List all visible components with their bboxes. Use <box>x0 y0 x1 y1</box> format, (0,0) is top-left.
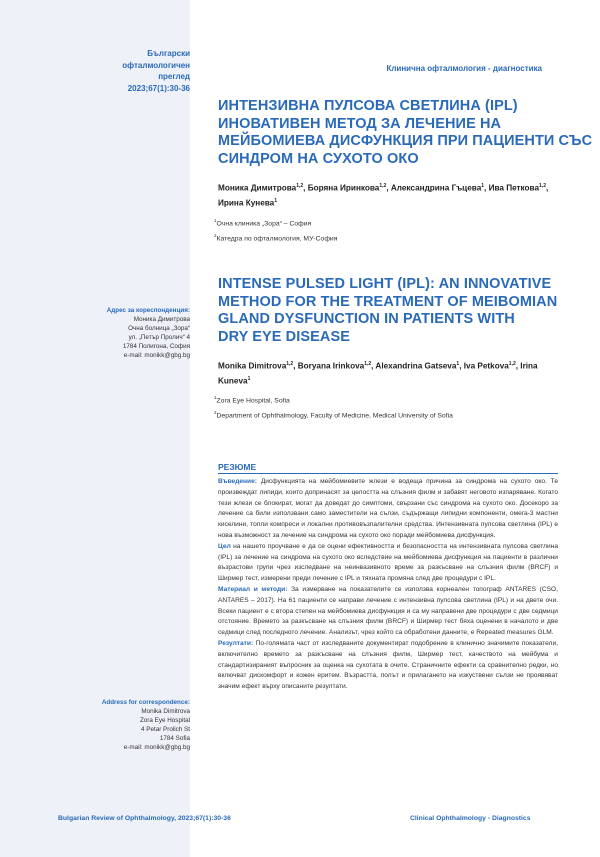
title-line: DRY EYE DISEASE <box>218 328 351 345</box>
abstract-heading: РЕЗЮМЕ <box>218 462 257 472</box>
journal-line: офталмологичен <box>122 60 190 70</box>
authors-english <box>218 358 558 388</box>
paragraph-text: По-голямата част от изследваните документират подобрение в клинично значимите показатели, включително времето за разкъсване на слъзния филм, Ширмер тест, качеството на мейбума и стандартизираният въпросник за оценка на сухотата в очите. Страничните ефекти са сравнително редки, но включват дискомфорт и кожен еритем. Възрастта, полът и прилагането на изкуствени сълзи не проявяват значим ефект върху описаните резултати. <box>218 639 558 691</box>
affiliation-sup: 2 <box>214 410 217 416</box>
author: , Irina Kuneva <box>218 361 538 386</box>
title-bulgarian <box>218 98 593 168</box>
author: Моника Димитрова <box>218 183 297 193</box>
correspondence-bulgarian <box>48 306 190 360</box>
paragraph-text: на нашето проучване е да се оцени ефективността и безопасността на интензивната пулсова светлина (IPL) за лечение на синдрома на сухото око вследствие на мейбомиева дисфункция на пациенти в различни възрастови групи чрез изследване на неинвазивното време за разкъсване на слъзния филм (BRCF) и Ширмер тест, измерени преди лечение с IPL и тяхната промяна след две процедури с IPL. <box>218 542 558 583</box>
journal-line: 2023;67(1):30-36 <box>127 83 190 93</box>
affiliation-text: Очна клиника „Зора“ – София <box>216 220 312 228</box>
correspondence-line: Monika Dimitrova <box>141 708 190 715</box>
correspondence-line: 1784 Sofia <box>159 735 190 742</box>
correspondence-line: Моника Димитрова <box>133 316 190 323</box>
journal-line: Български <box>147 49 190 58</box>
title-line: METHOD FOR THE TREATMENT OF MEIBOMIAN <box>218 293 558 310</box>
title-line: МЕЙБОМИЕВА ДИСФУНКЦИЯ ПРИ ПАЦИЕНТИ СЪС <box>218 133 593 149</box>
footer-citation: Bulgarian Review of Ophthalmology, 2023;67(1):30-36 <box>58 815 231 822</box>
author-affil-sup: 1 <box>274 198 278 205</box>
title-line: ИНОВАТИВЕН МЕТОД ЗА ЛЕЧЕНИЕ НА <box>218 115 502 132</box>
affiliation-text: Department of Ophthalmology, Faculty of Medicine, Medical University of Sofia <box>216 412 453 420</box>
paragraph-lead: Въведение: <box>218 478 257 485</box>
author-affil-sup: 1 <box>247 376 251 383</box>
author: , Iva Petkova <box>459 361 509 371</box>
correspondence-line: ул. „Петър Пролич“ 4 <box>128 334 190 341</box>
footer-section: Clinical Ophthalmology - Diagnostics <box>410 815 531 822</box>
author-affil-sup: 1,2 <box>286 361 294 367</box>
correspondence-heading: Address for correspondence: <box>101 699 190 706</box>
abstract-paragraph <box>218 477 558 542</box>
paragraph-text: Дисфункцията на мейбомиевите жлези е водеща причина за синдрома на сухото око. Те произвеждат липиди, които допринасят за целостта на слъзния филм и забавят неговото изпаряване. Когато тези жлези се блокират, могат да доведат до симптоми, свързани със синдрома на сухото око. Досекоро за лечение са били използвани само заместители на сълзи, съдържащи липидни компоненти, омега-3 мастни киселини, топли компреси и локални противовъзпалителни средства. Интензивната пулсова светлина (IPL) е нова възможност за лечение на синдрома на сухото око поради мейбомиева дисфункция. <box>218 478 558 539</box>
title-line: GLAND DYSFUNCTION IN PATIENTS WITH <box>218 311 515 327</box>
correspondence-line: 4 Petar Prolich St <box>141 726 190 733</box>
heading-divider <box>218 473 558 474</box>
section-label: Клинична офталмология - диагностика <box>386 64 542 73</box>
author-affil-sup: 1,2 <box>364 361 372 367</box>
correspondence-line: 1784 Полигона, София <box>122 343 190 350</box>
affiliations-bulgarian <box>214 215 554 246</box>
paragraph-text: За измерване на показателите се използва корнеален топограф ANTARES (CSO, ANTARES – 2017). На 61 пациенти се направи лечение с интензивна пулсова светлина (IPL) и на двете очи. Всеки пациент е с втора степен на мейбомиева дисфункция и са му направени две процедури с две седмици отстояние. Времето за разкъсване на слъзния филм (BRCF) и Ширмер тест бяха оценени в началото и две седмици след последното лечение. Анализът, чрез който са обработени данните, е Repeated measures GLM. <box>218 585 558 637</box>
correspondence-line: Zora Eye Hospital <box>139 717 190 724</box>
correspondence-english <box>48 698 190 752</box>
author: , Boryana Irinkova <box>293 361 365 371</box>
correspondence-heading: Адрес за кореспонденция: <box>106 307 190 314</box>
paragraph-lead: Цел <box>218 542 231 550</box>
author-affil-sup: 1,2 <box>379 183 387 189</box>
journal-citation-block <box>60 48 190 94</box>
affiliation <box>214 407 554 422</box>
title-line: СИНДРОМ НА СУХОТО ОКО <box>218 150 419 167</box>
author: , Ирина Кунева <box>218 183 549 208</box>
author: , Александрина Гъцева <box>386 183 482 193</box>
author-affil-sup: 1,2 <box>508 361 516 367</box>
affiliation <box>214 215 554 230</box>
affiliation <box>214 392 554 407</box>
affiliation-sup: 1 <box>214 218 217 223</box>
abstract-paragraph <box>218 639 558 693</box>
affiliation-sup: 1 <box>214 395 217 400</box>
author: Monika Dimitrova <box>218 361 287 371</box>
author: , Ива Петкова <box>484 183 540 193</box>
author: , Боряна Иринкова <box>303 183 380 193</box>
author-affil-sup: 1 <box>456 361 460 367</box>
title-english <box>218 276 558 346</box>
affiliation-sup: 2 <box>214 233 217 239</box>
paragraph-lead: Резултати: <box>218 639 254 647</box>
title-line: INTENSE PULSED LIGHT (IPL): AN INNOVATIVE <box>218 276 552 292</box>
author: , Alexandrina Gatseva <box>371 361 457 371</box>
author-affil-sup: 1,2 <box>539 183 546 189</box>
authors-bulgarian <box>218 180 558 210</box>
abstract-paragraph <box>218 585 558 639</box>
abstract-paragraph <box>218 542 558 585</box>
affiliation-text: Катедра по офталмология, МУ-София <box>216 235 338 243</box>
correspondence-line: Очна болница „Зора“ <box>128 325 190 332</box>
email-link[interactable]: e-mail: monikk@gbg.bg <box>123 744 190 751</box>
title-line: ИНТЕНЗИВНА ПУЛСОВА СВЕТЛИНА (IPL) <box>218 98 518 114</box>
paragraph-lead: Материал и методи: <box>218 585 288 593</box>
email-link[interactable]: e-mail: monikk@gbg.bg <box>123 352 190 359</box>
affiliations-english <box>214 392 554 423</box>
author-affil-sup: 1,2 <box>296 183 304 189</box>
abstract-body <box>218 477 558 693</box>
affiliation <box>214 230 554 245</box>
author-affil-sup: 1 <box>481 183 485 189</box>
affiliation-text: Zora Eye Hospital, Sofia <box>216 397 290 405</box>
journal-line: преглед <box>158 72 190 81</box>
